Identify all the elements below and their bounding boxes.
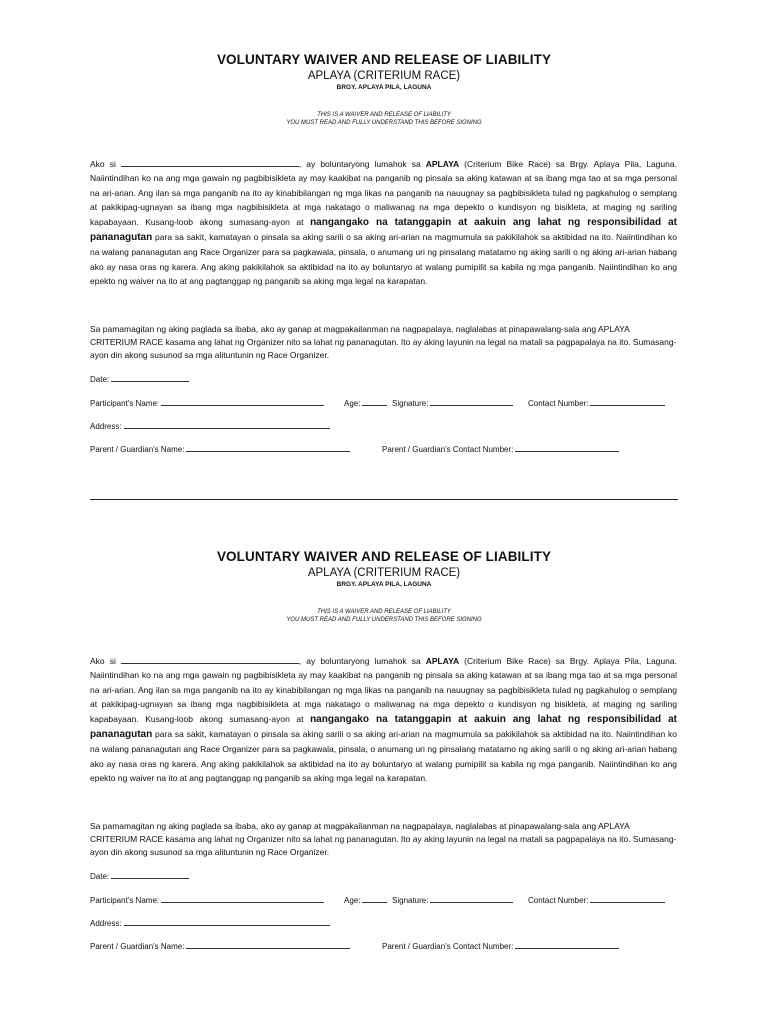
guardian-contact-field[interactable]: [382, 940, 619, 951]
notice-line-2: YOU MUST READ AND FULLY UNDERSTAND THIS BEFORE SIGNING: [286, 120, 482, 126]
address-line[interactable]: [124, 917, 330, 926]
form-location: BRGY. APLAYA PILA, LAGUNA: [336, 84, 432, 91]
responsibility-emphasis: nangangako na tatanggapin at aakuin ang lahat ng responsibilidad at pananagutan: [90, 713, 677, 741]
aplaya-emphasis: APLAYA: [425, 159, 460, 169]
contact-number-line[interactable]: [590, 894, 665, 903]
waiver-paragraph-1: [90, 157, 677, 289]
signature-label: Signature:: [392, 399, 429, 408]
signature-line[interactable]: [430, 894, 513, 903]
participant-name-label: Participant's Name:: [90, 399, 160, 408]
notice-line-1: THIS IS A WAIVER AND RELEASE OF LIABILITY: [317, 609, 451, 615]
guardian-contact-label: Parent / Guardian's Contact Number:: [382, 942, 514, 951]
signature-field[interactable]: [392, 894, 513, 905]
ako-si-text: Ako si: [90, 159, 116, 169]
guardian-contact-line[interactable]: [515, 443, 619, 452]
form-notice: [0, 608, 768, 624]
date-field[interactable]: [90, 870, 189, 881]
guardian-name-field[interactable]: [90, 443, 350, 454]
age-field[interactable]: [344, 397, 387, 408]
date-blank[interactable]: [111, 373, 189, 382]
date-label: Date:: [90, 375, 110, 384]
responsibility-emphasis: nangangako na tatanggapin at aakuin ang lahat ng responsibilidad at pananagutan: [90, 216, 677, 244]
participant-name-line[interactable]: [161, 894, 324, 903]
age-label: Age:: [344, 896, 361, 905]
signature-field[interactable]: [392, 397, 513, 408]
notice-line-2: YOU MUST READ AND FULLY UNDERSTAND THIS BEFORE SIGNING: [286, 617, 482, 623]
form-subtitle: APLAYA (CRITERIUM RACE): [307, 567, 461, 579]
paragraph-text: (Criterium Bike Race) sa Brgy. Aplaya Pila, Laguna. Naiintindihan ko na ang mga gawain ng pagbibisikleta ay may kaakibat na panganib ng pinsala sa aking katawan at sa ibang mga tao at sa mga personal na ari-arian. Ang ilan sa mga panganib na ito ay kinabibilangan ng mga likas na panganib na nauugnay sa pagbibisikleta tulad ng pagkahulog o semplang at pakikipag-ugnayan sa ibang mga nagbibisikleta at mga nakatago o maliwanag na mga depekto o kundisyon ng bisikleta, at maging ng sariling kapabayaan. Kusang-loob akong sumasang-ayon at: [90, 656, 677, 724]
form-location: BRGY. APLAYA PILA, LAGUNA: [336, 581, 432, 588]
form-subtitle: APLAYA (CRITERIUM RACE): [307, 70, 461, 82]
participant-name-label: Participant's Name:: [90, 896, 160, 905]
guardian-contact-line[interactable]: [515, 940, 619, 949]
form-title: VOLUNTARY WAIVER AND RELEASE OF LIABILITY: [216, 549, 552, 564]
contact-number-field[interactable]: [528, 397, 665, 408]
contact-number-field[interactable]: [528, 894, 665, 905]
age-line[interactable]: [362, 397, 387, 406]
guardian-name-field[interactable]: [90, 940, 350, 951]
guardian-name-label: Parent / Guardian's Name:: [90, 942, 185, 951]
paragraph-text: para sa sakit, kamatayan o pinsala sa aking sarili o sa aking ari-arian na magmumula sa pakikilahok sa aktibidad na ito. Naiintindihan ko na walang pananagutan ang Race Organizer para sa pagkawala, pinsala, o anumang uri ng pinsalang matatamo ng aking sarili o ng aking ari-arian habang ako ay nasa oras ng karera. Ang aking pakikilahok sa aktibidad na ito ay boluntaryo at walang pumipilit sa kabila ng mga panganib. Naiintindihan ko ang epekto ng waiver na ito at ang pagtanggap ng panganib sa aking mga legal na karapatan.: [90, 232, 677, 287]
contact-number-label: Contact Number:: [528, 399, 589, 408]
signature-line[interactable]: [430, 397, 513, 406]
signature-label: Signature:: [392, 896, 429, 905]
address-label: Address:: [90, 422, 122, 431]
paragraph-text: (Criterium Bike Race) sa Brgy. Aplaya Pila, Laguna. Naiintindihan ko na ang mga gawain ng pagbibisikleta ay may kaakibat na panganib ng pinsala sa aking katawan at sa ibang mga tao at sa mga personal na ari-arian. Ang ilan sa mga panganib na ito ay kinabibilangan ng mga likas na panganib na nauugnay sa pagbibisikleta tulad ng pagkahulog o semplang at pakikipag-ugnayan sa ibang mga nagbibisikleta at mga nakatago o maliwanag na mga depekto o kundisyon ng bisikleta, at maging ng sariling kapabayaan. Kusang-loob akong sumasang-ayon at: [90, 159, 677, 227]
contact-number-label: Contact Number:: [528, 896, 589, 905]
participant-name-field[interactable]: [90, 894, 324, 905]
address-field[interactable]: [90, 917, 330, 928]
paragraph-text: para sa sakit, kamatayan o pinsala sa aking sarili o sa aking ari-arian na magmumula sa pakikilahok sa aktibidad na ito. Naiintindihan ko na walang pananagutan ang Race Organizer para sa pagkawala, pinsala, o anumang uri ng pinsalang matatamo ng aking sarili o ng aking ari-arian habang ako ay nasa oras ng karera. Ang aking pakikilahok sa aktibidad na ito ay boluntaryo at walang pumipilit sa kabila ng mga panganib. Naiintindihan ko ang epekto ng waiver na ito at ang pagtanggap ng panganib sa aking mga legal na karapatan.: [90, 729, 677, 784]
cut-line-divider: [90, 499, 678, 500]
waiver-paragraph-2: Sa pamamagitan ng aking paglada sa ibaba, ako ay ganap at magpakailanman na nagpapalaya, naglalabas at pinapawalang-sala ang APLAYA CRITERIUM RACE kasama ang lahat ng Organizer nito sa lahat ng pananagutan. Ito ay aking layunin na legal na matali sa pagpapalaya na ito. Sumasang-ayon din akong susunod sa mga alituntunin ng Race Organizer.: [90, 821, 677, 857]
date-label: Date:: [90, 872, 110, 881]
guardian-name-line[interactable]: [186, 940, 350, 949]
form-notice: [0, 111, 768, 127]
waiver-paragraph-2: Sa pamamagitan ng aking paglada sa ibaba, ako ay ganap at magpakailanman na nagpapalaya, naglalabas at pinapawalang-sala ang APLAYA CRITERIUM RACE kasama ang lahat ng Organizer nito sa lahat ng pananagutan. Ito ay aking layunin na legal na matali sa pagpapalaya na ito. Sumasang-ayon din akong susunod sa mga alituntunin ng Race Organizer.: [90, 324, 677, 360]
waiver-paragraph-1: [90, 654, 677, 786]
address-label: Address:: [90, 919, 122, 928]
age-field[interactable]: [344, 894, 387, 905]
guardian-contact-label: Parent / Guardian's Contact Number:: [382, 445, 514, 454]
contact-number-line[interactable]: [590, 397, 665, 406]
guardian-name-line[interactable]: [186, 443, 350, 452]
paragraph-text: , ay boluntaryong lumahok sa: [298, 656, 421, 666]
date-field[interactable]: [90, 373, 189, 384]
participant-name-blank[interactable]: [121, 654, 299, 664]
date-blank[interactable]: [111, 870, 189, 879]
age-label: Age:: [344, 399, 361, 408]
address-field[interactable]: [90, 420, 330, 431]
aplaya-emphasis: APLAYA: [425, 656, 460, 666]
address-line[interactable]: [124, 420, 330, 429]
ako-si-text: Ako si: [90, 656, 116, 666]
form-title: VOLUNTARY WAIVER AND RELEASE OF LIABILITY: [216, 52, 552, 67]
guardian-name-label: Parent / Guardian's Name:: [90, 445, 185, 454]
age-line[interactable]: [362, 894, 387, 903]
participant-name-field[interactable]: [90, 397, 324, 408]
participant-name-line[interactable]: [161, 397, 324, 406]
guardian-contact-field[interactable]: [382, 443, 619, 454]
participant-name-blank[interactable]: [121, 157, 299, 167]
paragraph-text: , ay boluntaryong lumahok sa: [298, 159, 421, 169]
notice-line-1: THIS IS A WAIVER AND RELEASE OF LIABILITY: [317, 112, 451, 118]
